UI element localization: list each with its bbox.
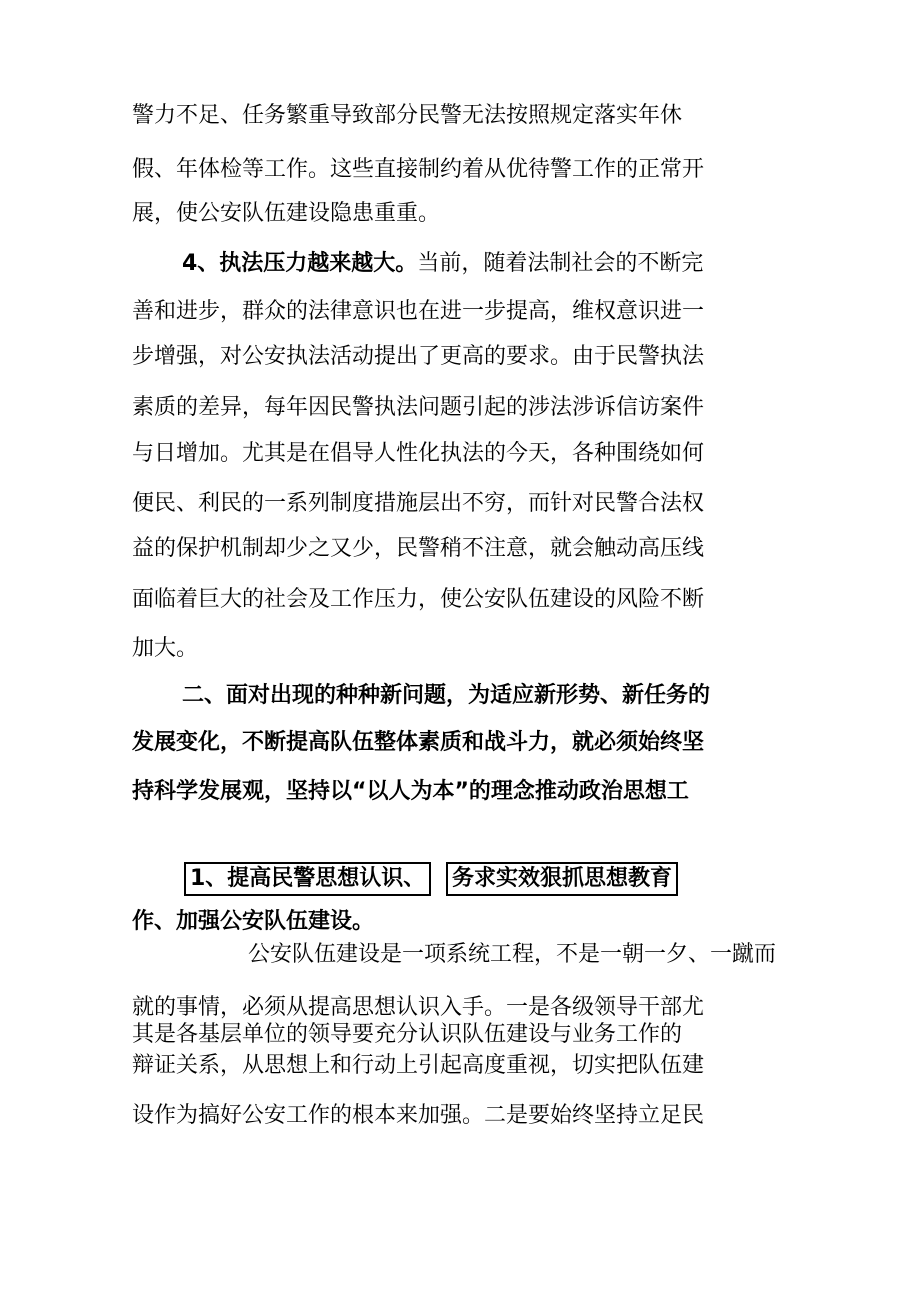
section-heading-line: 持科学发展观，坚持以“以人为本”的理念推动政治思想工 [132, 779, 689, 804]
text-line: 其是各基层单位的领导要充分认识队伍建设与业务工作的 [132, 1022, 683, 1047]
text-line: 设作为搞好公安工作的根本来加强。二是要始终坚持立足民 [132, 1103, 705, 1128]
section-heading-line: 二、面对出现的种种新问题，为适应新形势、新任务的 [182, 683, 711, 708]
boxed-heading-left: 1、提高民警思想认识、 [184, 862, 431, 896]
section-heading-line: 作、加强公安队伍建设。 [132, 909, 375, 934]
section-heading-line: 发展变化，不断提高队伍整体素质和战斗力，就必须始终坚 [132, 730, 705, 755]
text-line: 步增强，对公安执法活动提出了更高的要求。由于民警执法 [132, 344, 705, 369]
text-line: 就的事情，必须从提高思想认识入手。一是各级领导干部尤 [132, 995, 705, 1020]
text-line: 与日增加。尤其是在倡导人性化执法的今天，各种围绕如何 [132, 441, 705, 466]
text-line: 面临着巨大的社会及工作压力，使公安队伍建设的风险不断 [132, 587, 705, 612]
text-line: 善和进步，群众的法律意识也在进一步提高，维权意识进一 [132, 299, 705, 324]
paragraph-first-line [182, 249, 703, 279]
text-line: 展，使公安队伍建设隐患重重。 [132, 201, 441, 226]
subheading: 4、执法压力越来越大。 [182, 251, 418, 276]
text-line: 公安队伍建设是一项系统工程，不是一朝一夕、一蹴而 [248, 942, 777, 967]
text-line: 警力不足、任务繁重导致部分民警无法按照规定落实年休 [132, 103, 683, 128]
text-line: 假、年体检等工作。这些直接制约着从优待警工作的正常开 [132, 157, 705, 182]
text-line: 素质的差异，每年因民警执法问题引起的涉法涉诉信访案件 [132, 395, 705, 420]
text-line: 便民、利民的一系列制度措施层出不穷，而针对民警合法权 [132, 491, 705, 516]
text-line: 辩证关系，从思想上和行动上引起高度重视，切实把队伍建 [132, 1053, 705, 1078]
boxed-heading-right: 务求实效狠抓思想教育 [446, 862, 678, 896]
text-span: 当前，随着法制社会的不断完 [417, 251, 704, 276]
text-line: 加大。 [132, 636, 199, 661]
text-line: 益的保护机制却少之又少，民警稍不注意，就会触动高压线 [132, 536, 705, 561]
